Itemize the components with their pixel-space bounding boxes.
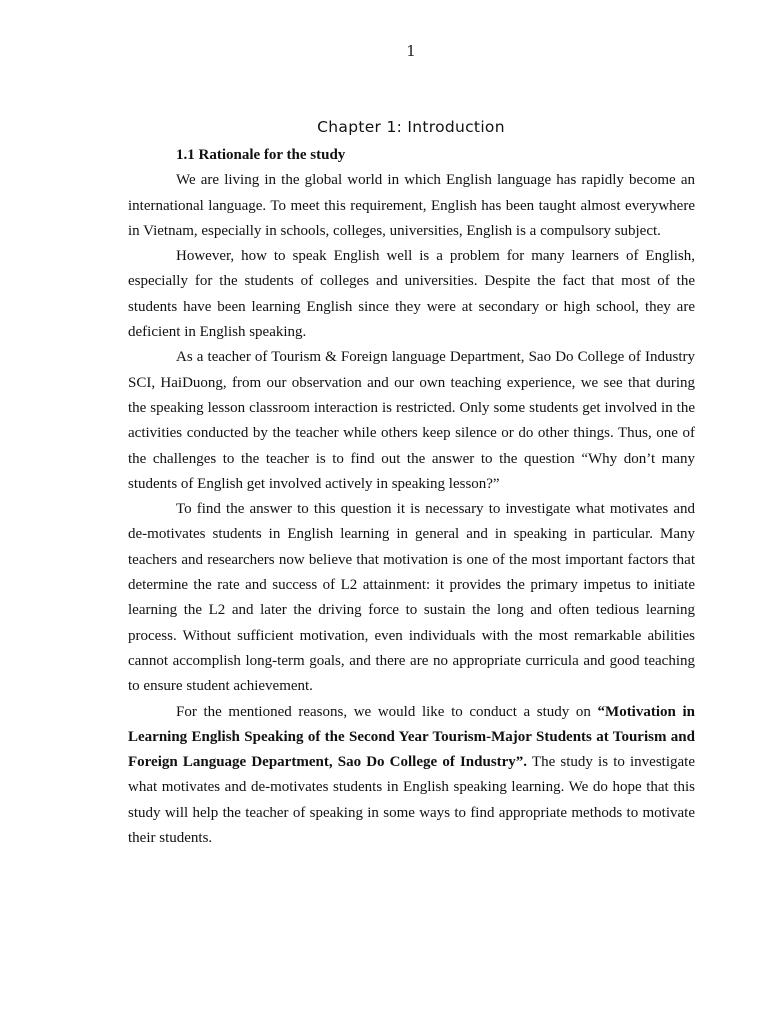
page-body (128, 143, 695, 851)
paragraph-5-intro: For the mentioned reasons, we would like to conduct a study on (176, 703, 598, 720)
paragraph-4: To find the answer to this question it is necessary to investigate what motivates and de-motivates students in English learning in general and in speaking in particular. Many teachers and researchers now believe that motivation is one of the most important factors that determine the rate and success of L2 attainment: it provides the primary impetus to initiate learning the L2 and later the driving force to sustain the long and often tedious learning process. Without sufficient motivation, even individuals with the most remarkable abilities cannot accomplish long-term goals, and there are no appropriate curricula and good teaching to ensure student achievement. (128, 501, 695, 695)
paragraph-5 (128, 700, 695, 852)
paragraph-3: As a teacher of Tourism & Foreign language Department, Sao Do College of Industry SCI, HaiDuong, from our observation and our own teaching experience, we see that during the speaking lesson classroom interaction is restricted. Only some students get involved in the activities conducted by the teacher while others keep silence or do other things. Thus, one of the challenges to the teacher is to find out the answer to the question “Why don’t many students of English get involved actively in speaking lesson?” (128, 349, 695, 492)
paragraph-1: We are living in the global world in which English language has rapidly become an international language. To meet this requirement, English has been taught almost everywhere in Vietnam, especially in schools, colleges, universities, English is a compulsory subject. (128, 172, 695, 239)
page-number: 1 (406, 42, 416, 60)
chapter-title: Chapter 1: Introduction (317, 118, 505, 136)
paragraph-2: However, how to speak English well is a problem for many learners of English, especially for the students of colleges and universities. Despite the fact that most of the students have been learning English since they were at secondary or high school, they are deficient in English speaking. (128, 248, 695, 341)
paragraph-5-rest: The study is to investigate what motivates and de-motivates students in English speaking learning. We do hope that this study will help the teacher of speaking in some ways to find appropriate methods to motivate their students. (128, 754, 695, 847)
study-title: “Motivation in Learning English Speaking of the Second Year Tourism-Major Students at Tourism and Foreign Language Department, Sao Do College of Industry”. (128, 703, 695, 771)
section-heading: 1.1 Rationale for the study (176, 147, 346, 163)
